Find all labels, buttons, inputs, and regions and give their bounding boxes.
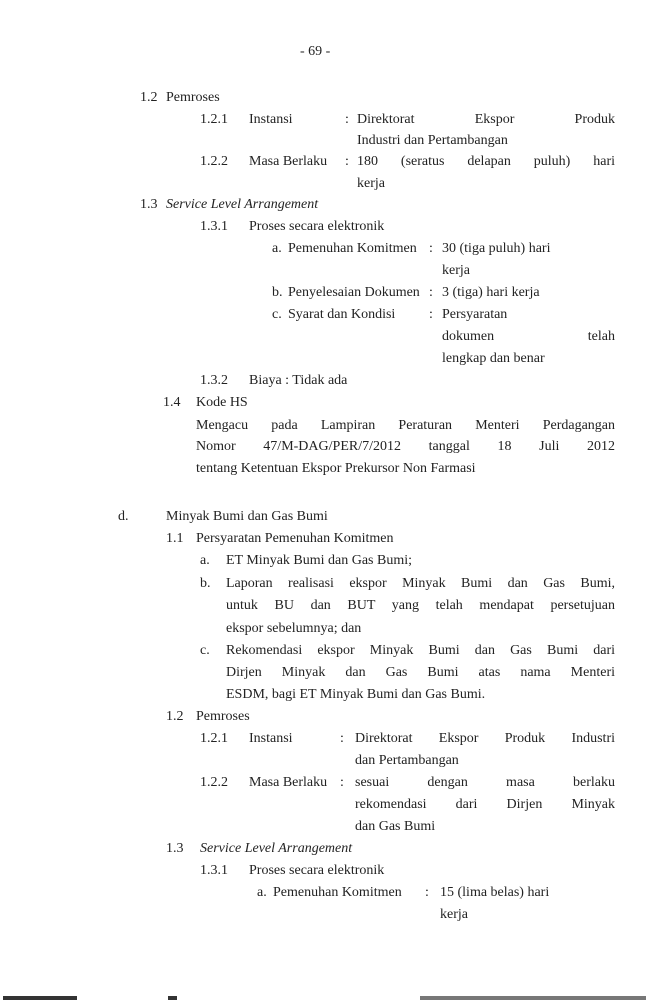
section-number: 1.3 [140, 197, 158, 212]
field-value: 30 (tiga puluh) hari [442, 241, 551, 256]
field-label: Masa Berlaku [249, 775, 328, 790]
section-number: 1.3 [166, 841, 184, 856]
field-value: Direktorat Ekspor Produk Industri [355, 731, 615, 746]
section-number: 1.2.1 [200, 112, 228, 127]
field-label: Pemenuhan Komitmen [288, 241, 417, 256]
field-value: sesuai dengan masa berlaku [355, 775, 615, 790]
field-label: Instansi [249, 731, 293, 746]
list-text: Laporan realisasi ekspor Minyak Bumi dan Gas Bumi, [226, 576, 615, 591]
field-value: lengkap dan benar [442, 351, 545, 366]
field-value: kerja [442, 263, 470, 278]
colon: : [425, 885, 429, 900]
field-label: Pemenuhan Komitmen [273, 885, 402, 900]
list-letter: c. [272, 307, 282, 322]
colon: : [345, 112, 349, 127]
field-value: dan Pertambangan [355, 753, 459, 768]
list-letter: b. [200, 576, 211, 591]
section-number: 1.2.2 [200, 775, 228, 790]
section-label: Service Level Arrangement [166, 197, 319, 212]
section-label: Kode HS [196, 395, 248, 410]
section-label: Proses secara elektronik [249, 219, 385, 234]
list-letter: a. [257, 885, 267, 900]
list-text: ET Minyak Bumi dan Gas Bumi; [226, 553, 413, 568]
list-text: ESDM, bagi ET Minyak Bumi dan Gas Bumi. [226, 687, 486, 702]
field-value: 180 (seratus delapan puluh) hari [357, 154, 615, 169]
field-value: Industri dan Pertambangan [357, 133, 508, 148]
field-value: kerja [357, 176, 385, 191]
list-text: ekspor sebelumnya; dan [226, 621, 362, 636]
section-number: 1.4 [163, 395, 181, 410]
field-text: Biaya : Tidak ada [249, 373, 348, 388]
section-number: 1.2 [140, 90, 158, 105]
section-label: Service Level Arrangement [200, 841, 353, 856]
list-text: Rekomendasi ekspor Minyak Bumi dan Gas Bumi dari [226, 643, 615, 658]
field-value: kerja [440, 907, 468, 922]
section-number: 1.3.1 [200, 863, 228, 878]
list-text: Dirjen Minyak dan Gas Bumi atas nama Menteri [226, 665, 615, 680]
section-number: 1.2.1 [200, 731, 228, 746]
section-label: Pemroses [196, 709, 250, 724]
section-number: 1.3.1 [200, 219, 228, 234]
field-value: rekomendasi dari Dirjen Minyak [355, 797, 615, 812]
section-number: 1.3.2 [200, 373, 228, 388]
field-label: Syarat dan Kondisi [288, 307, 396, 322]
field-value: 15 (lima belas) hari [440, 885, 550, 900]
section-number: 1.2 [166, 709, 184, 724]
page-number: - 69 - [300, 44, 331, 59]
colon: : [340, 731, 344, 746]
list-text: untuk BU dan BUT yang telah mendapat persetujuan [226, 598, 615, 613]
colon: : [340, 775, 344, 790]
list-letter: a. [200, 553, 210, 568]
scan-edge-mark [168, 996, 177, 1000]
paragraph-line: tentang Ketentuan Ekspor Prekursor Non Farmasi [196, 461, 476, 476]
section-label: Pemroses [166, 90, 220, 105]
field-label: Penyelesaian Dokumen [288, 285, 420, 300]
field-value: Direktorat Ekspor Produk [357, 112, 615, 127]
field-value: Persyaratan [442, 307, 508, 322]
field-value: dokumen telah [442, 329, 615, 344]
field-label: Instansi [249, 112, 293, 127]
section-label: Proses secara elektronik [249, 863, 385, 878]
scan-edge-mark [3, 996, 77, 1000]
section-heading: Minyak Bumi dan Gas Bumi [166, 509, 328, 524]
field-value: 3 (tiga) hari kerja [442, 285, 540, 300]
colon: : [429, 241, 433, 256]
list-letter: b. [272, 285, 283, 300]
paragraph-line: Mengacu pada Lampiran Peraturan Menteri Perdagangan [196, 418, 615, 433]
section-number: 1.2.2 [200, 154, 228, 169]
field-label: Masa Berlaku [249, 154, 328, 169]
colon: : [345, 154, 349, 169]
field-value: dan Gas Bumi [355, 819, 436, 834]
colon: : [429, 307, 433, 322]
list-letter: a. [272, 241, 282, 256]
paragraph-line: Nomor 47/M-DAG/PER/7/2012 tanggal 18 Juli 2012 [196, 439, 615, 454]
section-label: Persyaratan Pemenuhan Komitmen [196, 531, 394, 546]
scan-edge-mark [420, 996, 646, 1000]
list-letter: c. [200, 643, 210, 658]
section-number: 1.1 [166, 531, 184, 546]
colon: : [429, 285, 433, 300]
list-letter: d. [118, 509, 129, 524]
